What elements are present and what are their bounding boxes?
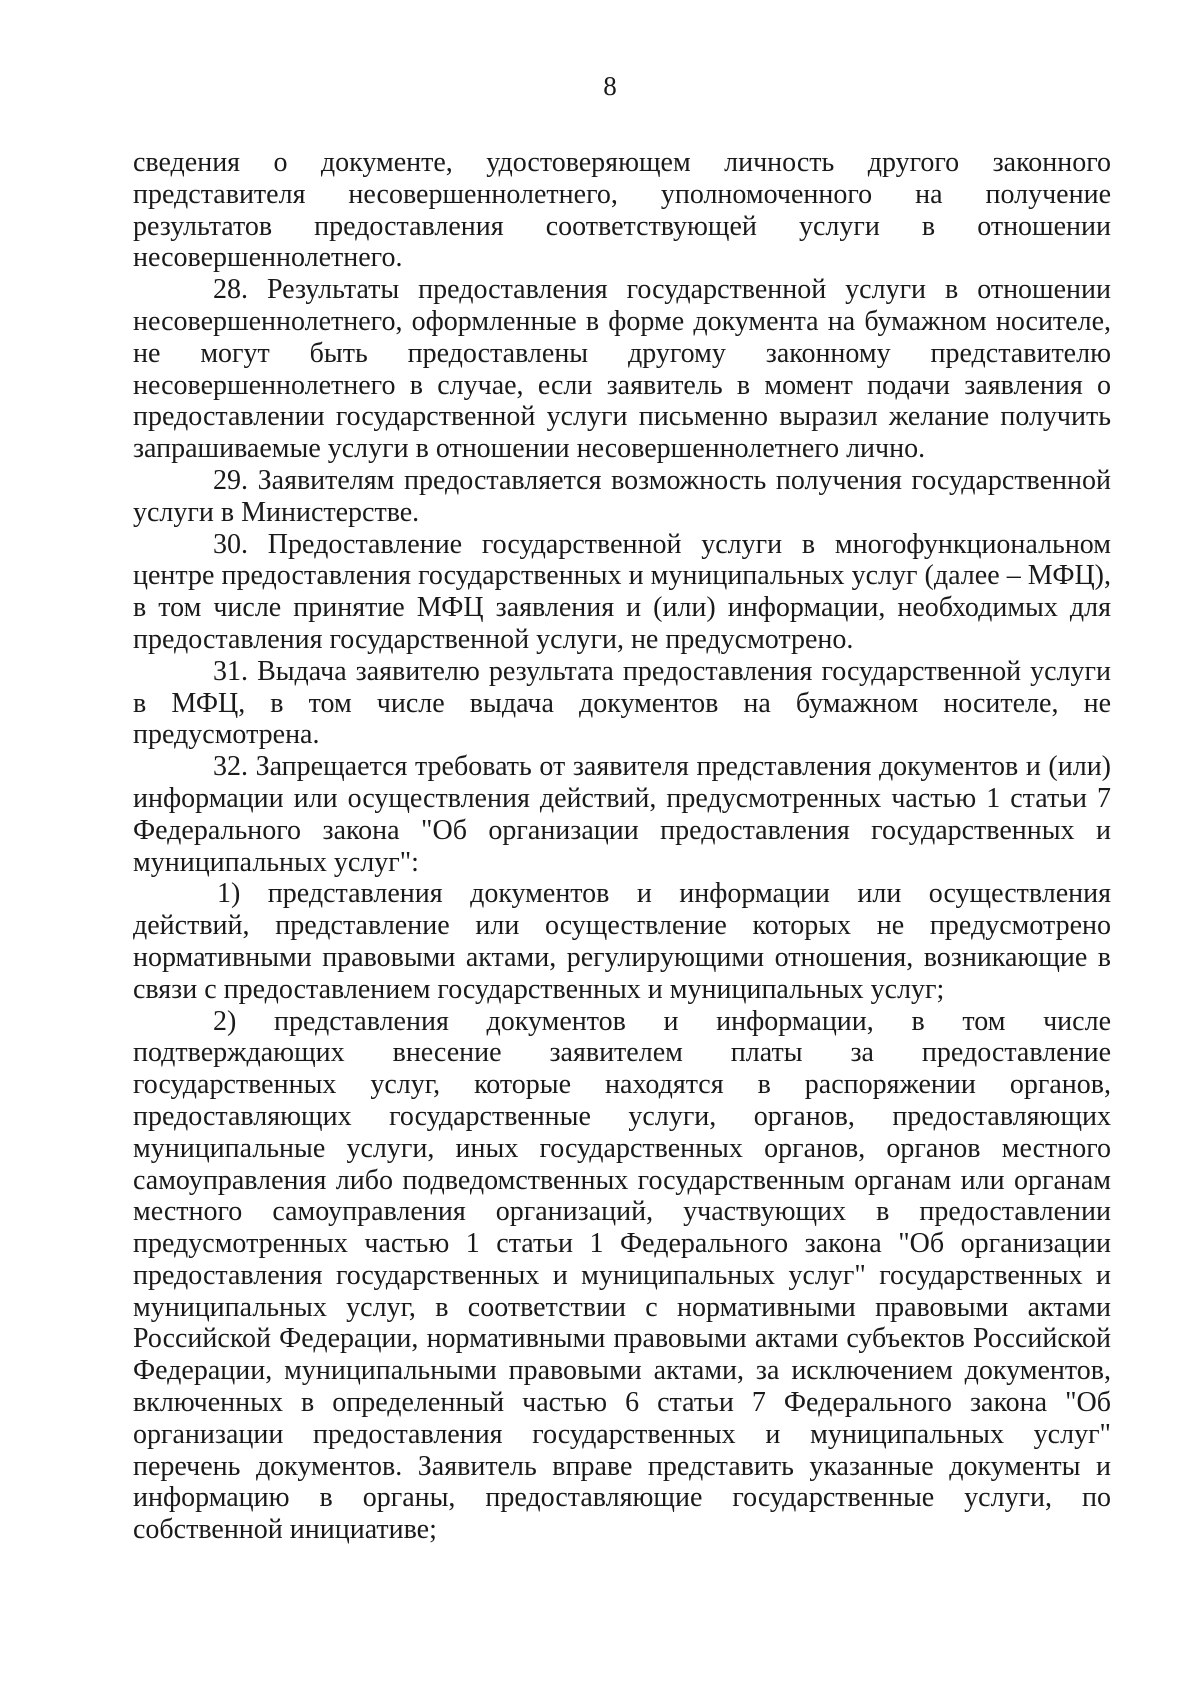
paragraph-32: 32. Запрещается требовать от заявителя представления документов и (или) информации или осуществления действий, предусмотренных частью 1 статьи 7 Федерального закона "Об организации предоставления государственных и муниципальных услуг": (133, 751, 1111, 878)
paragraph-continuation: сведения о документе, удостоверяющем личность другого законного представителя несовершеннолетнего, уполномоченного на получение результатов предоставления соответствующей услуги в отношении несовершеннолетнего. (133, 147, 1111, 274)
page-number: 8 (603, 71, 617, 101)
list-item-1: 1) представления документов и информации или осуществления действий, представление или осуществление которых не предусмотрено нормативными правовыми актами, регулирующими отношения, возникающие в связи с предоставлением государственных и муниципальных услуг; (133, 878, 1111, 1005)
paragraph-31: 31. Выдача заявителю результата предоставления государственной услуги в МФЦ, в том числе выдача документов на бумажном носителе, не предусмотрена. (133, 655, 1111, 751)
document-body (133, 147, 1111, 1546)
list-item-2: 2) представления документов и информации, в том числе подтверждающих внесение заявителем платы за предоставление государственных услуг, которые находятся в распоряжении органов, предоставляющих государственные услуги, органов, предоставляющих муниципальные услуги, иных государственных органов, органов местного самоуправления либо подведомственных государственным органам или органам местного самоуправления организаций, участвующих в предоставлении предусмотренных частью 1 статьи 1 Федерального закона "Об организации предоставления государственных и муниципальных услуг" государственных и муниципальных услуг, в соответствии с нормативными правовыми актами Российской Федерации, нормативными правовыми актами субъектов Российской Федерации, муниципальными правовыми актами, за исключением документов, включенных в определенный частью 6 статьи 7 Федерального закона "Об организации предоставления государственных и муниципальных услуг" перечень документов. Заявитель вправе представить указанные документы и информацию в органы, предоставляющие государственные услуги, по собственной инициативе; (133, 1005, 1111, 1546)
paragraph-30: 30. Предоставление государственной услуги в многофункциональном центре предоставления государственных и муниципальных услуг (далее – МФЦ), в том числе принятие МФЦ заявления и (или) информации, необходимых для предоставления государственной услуги, не предусмотрено. (133, 528, 1111, 655)
paragraph-28: 28. Результаты предоставления государственной услуги в отношении несовершеннолетнего, оформленные в форме документа на бумажном носителе, не могут быть предоставлены другому законному представителю несовершеннолетнего в случае, если заявитель в момент подачи заявления о предоставлении государственной услуги письменно выразил желание получить запрашиваемые услуги в отношении несовершеннолетнего лично. (133, 274, 1111, 465)
paragraph-29: 29. Заявителям предоставляется возможность получения государственной услуги в Министерстве. (133, 464, 1111, 528)
